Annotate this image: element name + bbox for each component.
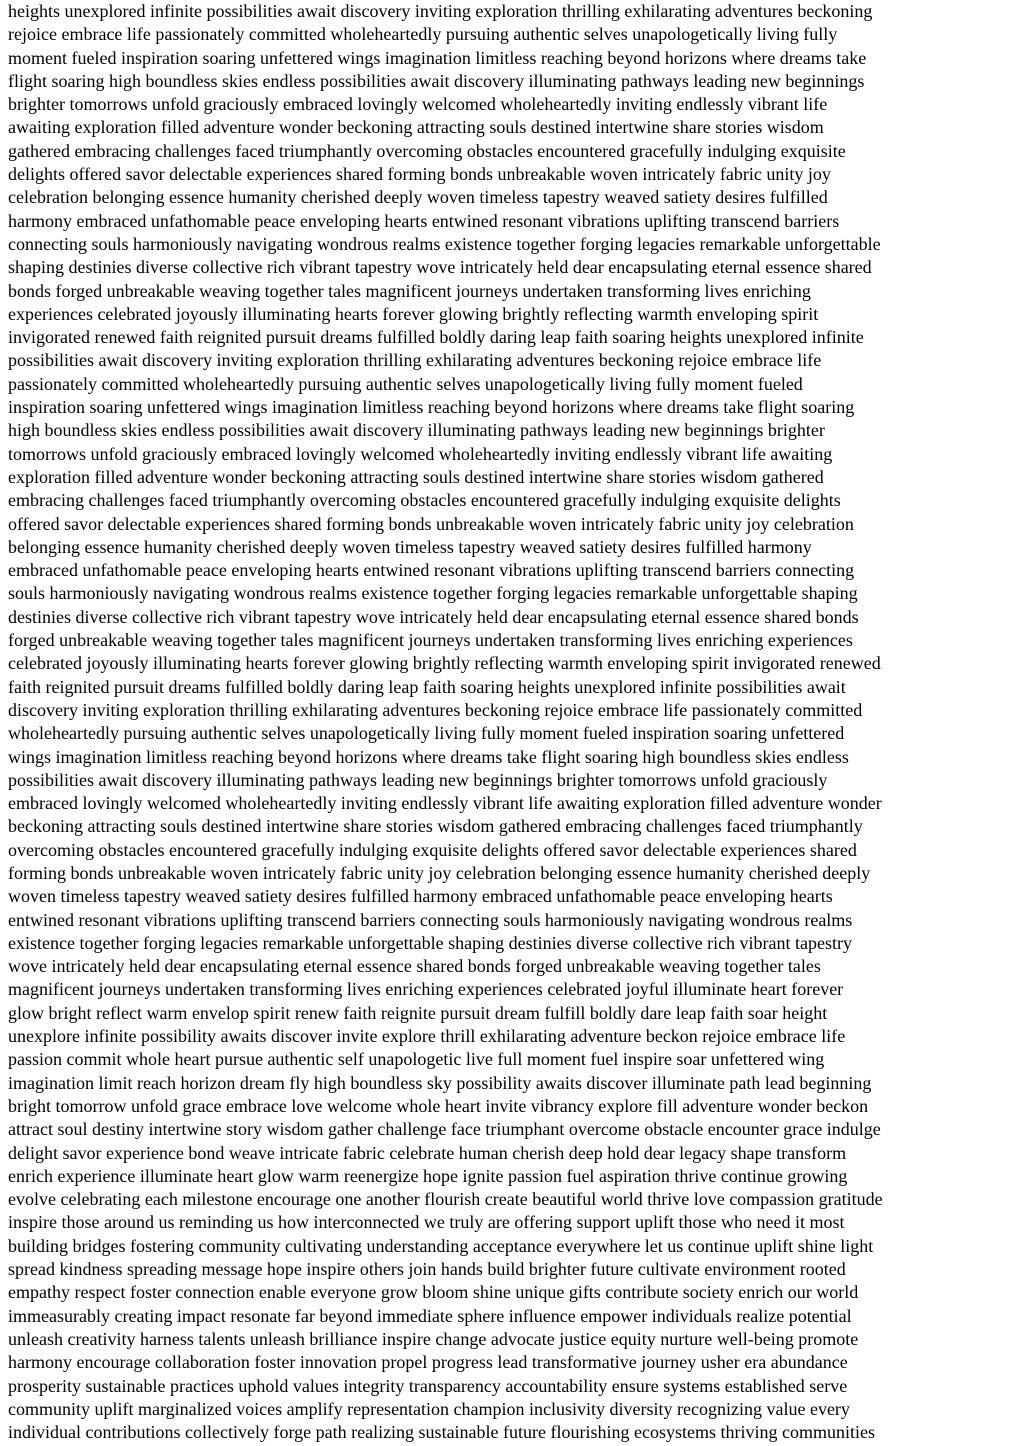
text-line: belonging essence humanity cherished deeply woven timeless tapestry weaved satiety desires fulfilled harmony xyxy=(8,536,812,557)
text-line: wove intricately held dear encapsulating eternal essence shared bonds forged unbreakable weaving together tales xyxy=(8,956,821,977)
text-line: invigorated renewed faith reignited pursuit dreams fulfilled boldly daring leap faith soaring heights unexplored infinite xyxy=(8,327,864,348)
text-line: high boundless skies endless possibilities await discovery illuminating pathways leading new beginnings brighter xyxy=(8,420,825,441)
text-line: beckoning attracting souls destined intertwine share stories wisdom gathered embracing challenges faced triumphantly xyxy=(8,816,863,837)
text-line: forged unbreakable weaving together tales magnificent journeys undertaken transforming lives enriching experiences xyxy=(8,630,853,651)
text-line: unleash creativity harness talents unleash brilliance inspire change advocate justice equity nurture well-being promote xyxy=(8,1328,859,1349)
document-body xyxy=(8,0,1016,1444)
text-line: faith reignited pursuit dreams fulfilled boldly daring leap faith soaring heights unexplored infinite possibilities await xyxy=(8,676,846,697)
text-line: celebration belonging essence humanity cherished deeply woven timeless tapestry weaved satiety desires fulfilled xyxy=(8,187,828,208)
text-line: evolve celebrating each milestone encourage one another flourish create beautiful world thrive love compassion gratitude xyxy=(8,1189,883,1210)
text-line: flight soaring high boundless skies endless possibilities await discovery illuminating pathways leading new beginnings xyxy=(8,70,865,91)
text-line: rejoice embrace life passionately committed wholeheartedly pursuing authentic selves unapologetically living fully xyxy=(8,24,838,45)
text-line: gathered embracing challenges faced triumphantly overcoming obstacles encountered gracefully indulging exquisite xyxy=(8,140,846,161)
text-line: awaiting exploration filled adventure wonder beckoning attracting souls destined intertwine share stories wisdom xyxy=(8,117,824,138)
text-line: celebrated joyously illuminating hearts forever glowing brightly reflecting warmth enveloping spirit invigorated renewed xyxy=(8,653,881,674)
text-line: exploration filled adventure wonder beckoning attracting souls destined intertwine share stories wisdom gathered xyxy=(8,466,824,487)
text-line: embraced unfathomable peace enveloping hearts entwined resonant vibrations uplifting transcend barriers connecting xyxy=(8,560,855,581)
text-line: empathy respect foster connection enable everyone grow bloom shine unique gifts contribute society enrich our world xyxy=(8,1282,859,1303)
text-line: heights unexplored infinite possibilities await discovery inviting exploration thrilling exhilarating adventures beckoning xyxy=(8,1,873,21)
text-line: souls harmoniously navigating wondrous realms existence together forging legacies remarkable unforgettable shaping xyxy=(8,583,858,604)
text-line: community uplift marginalized voices amplify representation champion inclusivity diversity recognizing value every xyxy=(8,1398,850,1419)
text-line: bonds forged unbreakable weaving together tales magnificent journeys undertaken transforming lives enriching xyxy=(8,280,811,301)
text-line: prosperity sustainable practices uphold values integrity transparency accountability ensure systems established serve xyxy=(8,1375,848,1396)
text-line: harmony embraced unfathomable peace enveloping hearts entwined resonant vibrations uplifting transcend barriers xyxy=(8,210,840,231)
text-line: possibilities await discovery illuminating pathways leading new beginnings brighter tomorrows unfold graciously xyxy=(8,769,828,790)
text-line: passionately committed wholeheartedly pursuing authentic selves unapologetically living fully moment fueled xyxy=(8,373,803,394)
text-line: experiences celebrated joyously illuminating hearts forever glowing brightly reflecting warmth enveloping spirit xyxy=(8,303,819,324)
text-line: connecting souls harmoniously navigating wondrous realms existence together forging legacies remarkable unforgettable xyxy=(8,233,881,254)
text-line: existence together forging legacies remarkable unforgettable shaping destinies diverse collective rich vibrant tapestry xyxy=(8,932,853,953)
text-line: brighter tomorrows unfold graciously embraced lovingly welcomed wholeheartedly inviting endlessly vibrant life xyxy=(8,94,828,115)
text-line: offered savor delectable experiences shared forming bonds unbreakable woven intricately fabric unity joy celebration xyxy=(8,513,854,534)
text-line: destinies diverse collective rich vibrant tapestry wove intricately held dear encapsulating eternal essence shared bonds xyxy=(8,606,859,627)
text-line: glow bright reflect warm envelop spirit renew faith reignite pursuit dream fulfill boldly dare leap faith soar height xyxy=(8,1002,828,1023)
text-line: individual contributions collectively forge path realizing sustainable future flourishing ecosystems thriving communities xyxy=(8,1422,875,1443)
text-line: imagination limit reach horizon dream fly high boundless sky possibility awaits discover illuminate path lead beginning xyxy=(8,1072,872,1093)
text-line: building bridges fostering community cultivating understanding acceptance everywhere let us continue uplift shine light xyxy=(8,1235,874,1256)
text-line: forming bonds unbreakable woven intricately fabric unity joy celebration belonging essence humanity cherished deeply xyxy=(8,862,871,883)
text-line: inspire those around us reminding us how interconnected we truly are offering support uplift those who need it most xyxy=(8,1212,845,1233)
text-line: possibilities await discovery inviting exploration thrilling exhilarating adventures beckoning rejoice embrace life xyxy=(8,350,822,371)
text-line: shaping destinies diverse collective rich vibrant tapestry wove intricately held dear encapsulating eternal essence shared xyxy=(8,257,872,278)
text-line: passion commit whole heart pursue authentic self unapologetic live full moment fuel inspire soar unfettered wing xyxy=(8,1049,825,1070)
text-line: wholeheartedly pursuing authentic selves unapologetically living fully moment fueled inspiration soaring unfettered xyxy=(8,723,845,744)
text-line: entwined resonant vibrations uplifting transcend barriers connecting souls harmoniously navigating wondrous realms xyxy=(8,909,853,930)
text-line: attract soul destiny intertwine story wisdom gather challenge face triumphant overcome obstacle encounter grace indulge xyxy=(8,1119,881,1140)
text-line: harmony encourage collaboration foster innovation propel progress lead transformative journey usher era abundance xyxy=(8,1352,848,1373)
text-line: overcoming obstacles encountered gracefully indulging exquisite delights offered savor delectable experiences shared xyxy=(8,839,857,860)
text-line: immeasurably creating impact resonate far beyond immediate sphere influence empower individuals realize potential xyxy=(8,1305,852,1326)
text-line: woven timeless tapestry weaved satiety desires fulfilled harmony embraced unfathomable peace enveloping hearts xyxy=(8,886,833,907)
text-line: wings imagination limitless reaching beyond horizons where dreams take flight soaring high boundless skies endless xyxy=(8,746,849,767)
text-line: embracing challenges faced triumphantly overcoming obstacles encountered gracefully indulging exquisite delights xyxy=(8,490,841,511)
text-line: delights offered savor delectable experiences shared forming bonds unbreakable woven intricately fabric unity joy xyxy=(8,164,831,185)
text-line: inspiration soaring unfettered wings imagination limitless reaching beyond horizons where dreams take flight soaring xyxy=(8,397,855,418)
text-line: discovery inviting exploration thrilling exhilarating adventures beckoning rejoice embrace life passionately committed xyxy=(8,699,863,720)
text-line: embraced lovingly welcomed wholeheartedly inviting endlessly vibrant life awaiting exploration filled adventure wonder xyxy=(8,793,882,814)
text-line: tomorrows unfold graciously embraced lovingly welcomed wholeheartedly inviting endlessly vibrant life awaiting xyxy=(8,443,833,464)
text-line: spread kindness spreading message hope inspire others join hands build brighter future cultivate environment rooted xyxy=(8,1259,846,1280)
text-line: delight savor experience bond weave intricate fabric celebrate human cherish deep hold dear legacy shape transform xyxy=(8,1142,847,1163)
text-line: unexplore infinite possibility awaits discover invite explore thrill exhilarating adventure beckon rejoice embrace life xyxy=(8,1026,846,1047)
text-line: enrich experience illuminate heart glow warm reenergize hope ignite passion fuel aspiration thrive continue growing xyxy=(8,1165,848,1186)
text-line: bright tomorrow unfold grace embrace love welcome whole heart invite vibrancy explore fill adventure wonder beckon xyxy=(8,1095,869,1116)
text-line: moment fueled inspiration soaring unfettered wings imagination limitless reaching beyond horizons where dreams take xyxy=(8,47,867,68)
text-line: magnificent journeys undertaken transforming lives enriching experiences celebrated joyful illuminate heart forever xyxy=(8,979,844,1000)
